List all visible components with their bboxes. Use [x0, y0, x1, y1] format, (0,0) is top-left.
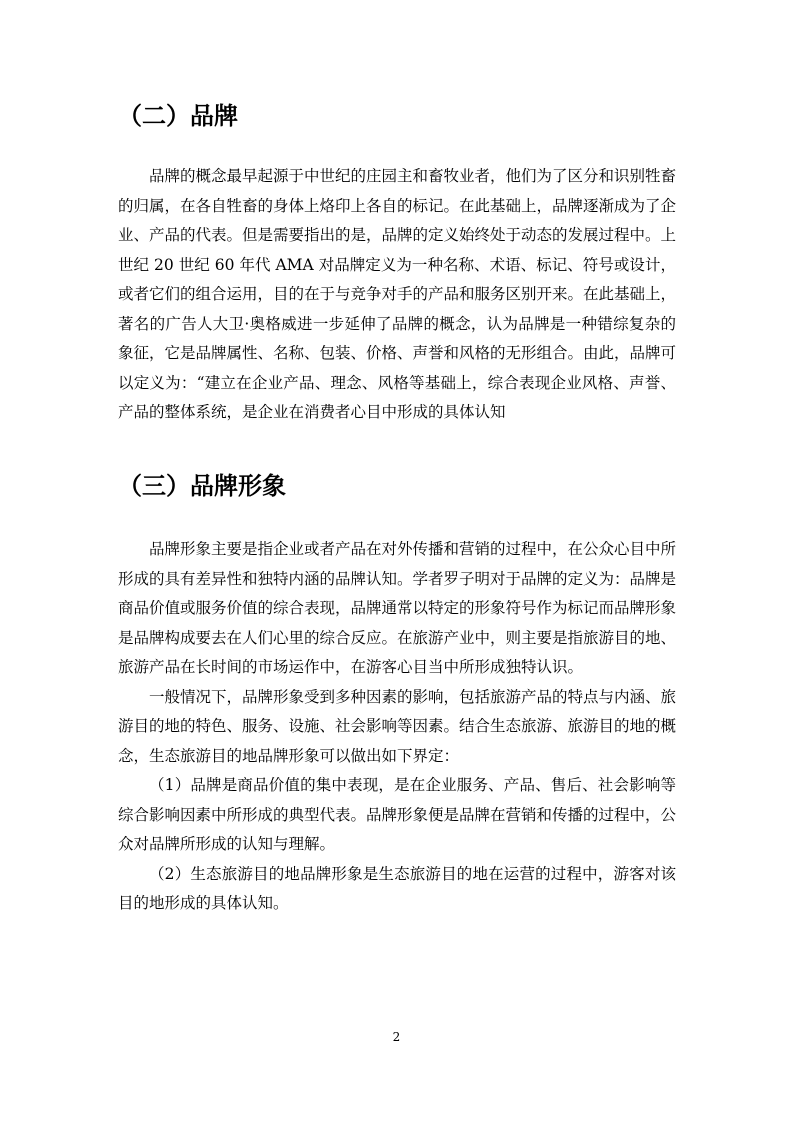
paragraph: （2）生态旅游目的地品牌形象是生态旅游目的地在运营的过程中，游客对该目的地形成的具体认知。: [118, 864, 676, 912]
paragraph: 品牌形象主要是指企业或者产品在对外传播和营销的过程中，在公众心目中所形成的具有差异性和独特内涵的品牌认知。学者罗子明对于品牌的定义为：品牌是商品价值或服务价值的综合表现，品牌通常以特定的形象符号作为标记而品牌形象是品牌构成要去在人们心里的综合反应。在旅游产业中，则主要是指旅游目的地、旅游产品在长时间的市场运作中，在游客心目当中所形成独特认识。: [118, 540, 677, 676]
section-heading-brand: （二）品牌: [118, 102, 238, 130]
section-heading-brand-image: （三）品牌形象: [118, 472, 286, 500]
section-body-brand-image: [118, 535, 676, 919]
section-body-brand: [118, 162, 676, 428]
paragraph: 品牌的概念最早起源于中世纪的庄园主和畜牧业者，他们为了区分和识别牲畜的归属，在各自牲畜的身体上烙印上各自的标记。在此基础上，品牌逐渐成为了企业、产品的代表。但是需要指出的是，品牌的定义始终处于动态的发展过程中。上世纪 20 世纪 60 年代 AMA 对品牌定义为一种名称、术语、标记、符号或设计，或者它们的组合运用，目的在于与竞争对手的产品和服务区别开来。在此基础上，著名的广告人大卫·奥格威进一步延伸了品牌的概念，认为品牌是一种错综复杂的象征，它是品牌属性、名称、包装、价格、声誉和风格的无形组合。由此，品牌可以定义为：“建立在企业产品、理念、风格等基础上，综合表现企业风格、声誉、产品的整体系统，是企业在消费者心目中形成的具体认知: [118, 167, 677, 421]
paragraph: （1）品牌是商品价值的集中表现，是在企业服务、产品、售后、社会影响等综合影响因素中所形成的典型代表。品牌形象便是品牌在营销和传播的过程中，公众对品牌所形成的认知与理解。: [118, 776, 677, 853]
page-number: 2: [392, 1030, 401, 1044]
paragraph: 一般情况下，品牌形象受到多种因素的影响，包括旅游产品的特点与内涵、旅游目的地的特色、服务、设施、社会影响等因素。结合生态旅游、旅游目的地的概念，生态旅游目的地品牌形象可以做出如下界定：: [118, 687, 677, 765]
